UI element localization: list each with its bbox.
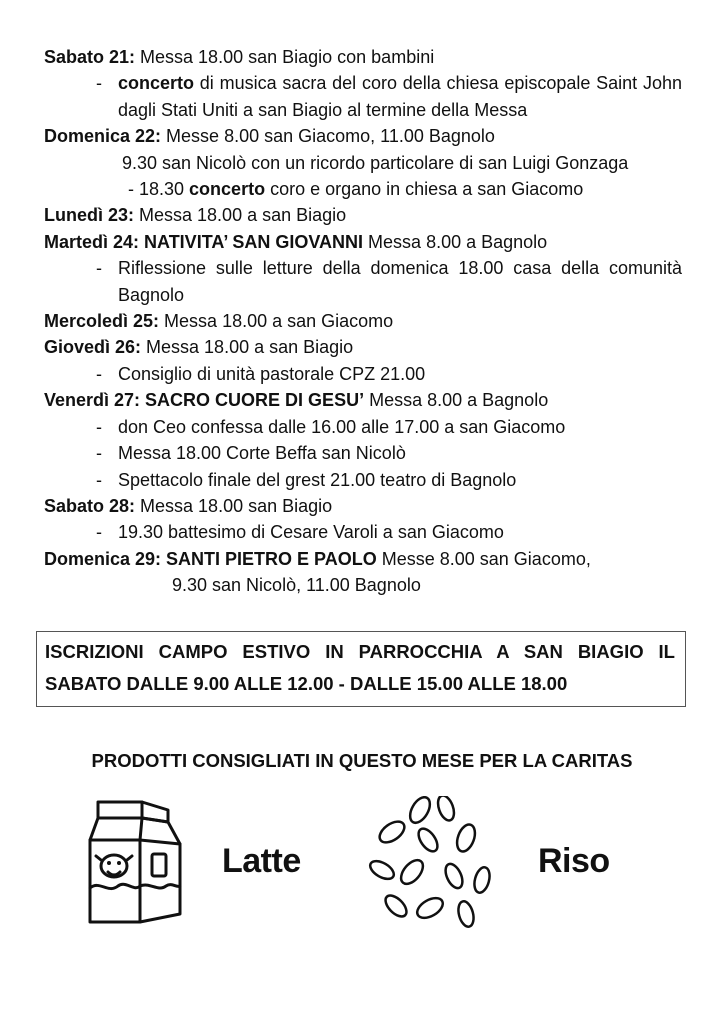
sub-text: Consiglio di unità pastorale CPZ 21.00 [118,363,426,384]
dash-marker: - [96,258,102,279]
schedule-day-line [44,546,682,572]
dash-marker: - [96,522,102,543]
day-text: Messa 8.00 a Bagnolo [364,390,549,411]
day-label: Sabato 21: [44,47,136,67]
dash-marker: - [96,73,102,94]
sub-text: 19.30 battesimo di Cesare Varoli a san Giacomo [118,522,504,543]
cont-text: coro e organo in chiesa a san Giacomo [265,179,584,200]
schedule-day-line [44,334,682,360]
dash-marker: - [96,443,102,464]
day-text: Messa 18.00 a san Giacomo [159,311,394,332]
day-text: Messa 18.00 a san Biagio [141,337,354,358]
summer-camp-notice: ISCRIZIONI CAMPO ESTIVO IN PARROCCHIA A SAN BIAGIO IL SABATO DALLE 9.00 ALLE 12.00 - DALLE 15.00 ALLE 18.00 [36,631,686,707]
sub-text: don Ceo confessa dalle 16.00 alle 17.00 a san Giacomo [118,416,566,437]
day-text: Messe 8.00 san Giacomo, 11.00 Bagnolo [161,126,495,147]
sub-bold-text: concerto [118,73,195,94]
schedule-day-line [44,387,682,413]
schedule-sub-item [44,70,682,123]
schedule-sub-item [44,519,682,545]
schedule-day-line [44,229,682,255]
caritas-products [66,786,632,946]
product-label-riso: Riso [538,842,610,880]
schedule-day-line [44,202,682,228]
schedule-day-line [44,123,682,149]
day-text: Messa 18.00 san Biagio con bambini [135,47,435,67]
schedule-continuation: 9.30 san Nicolò con un ricordo particolare di san Luigi Gonzaga [122,152,629,173]
product-label-latte: Latte [222,842,301,880]
schedule-sub-item [44,414,682,440]
sub-text: Riflessione sulle letture della domenica 18.00 casa della comunità Bagnolo [118,258,682,305]
milk-carton-icon [84,796,184,931]
sub-text: Messa 18.00 Corte Beffa san Nicolò [118,443,406,464]
sub-text: di musica sacra del coro della chiesa episcopale Saint John dagli Stati Uniti a san Biagio al termine della Messa [118,73,682,120]
schedule-sub-item [44,255,682,308]
cont-prefix: - 18.30 [128,179,190,200]
day-text: Messa 18.00 a san Biagio [134,205,347,226]
day-text: Messa 18.00 san Biagio [135,495,333,516]
day-label: Mercoledì 25: [44,311,160,332]
day-label: Sabato 28: [44,495,136,516]
day-label: Venerdì 27: SACRO CUORE DI GESU’ [44,390,365,411]
caritas-heading: PRODOTTI CONSIGLIATI IN QUESTO MESE PER LA CARITAS [91,750,633,771]
schedule-day-line [44,44,682,70]
dash-marker: - [96,363,102,384]
schedule-sub-item [44,467,682,493]
weekly-schedule [44,44,682,599]
day-label: Lunedì 23: [44,205,135,226]
day-label: Domenica 29: SANTI PIETRO E PAOLO [44,548,377,569]
dash-marker: - [96,469,102,490]
day-label: Giovedì 26: [44,337,142,358]
schedule-sub-item [44,361,682,387]
rice-grains-icon [366,796,496,936]
day-text: Messa 8.00 a Bagnolo [363,231,548,252]
cont-bold-text: concerto [189,179,266,200]
day-text: Messe 8.00 san Giacomo, [376,548,591,569]
schedule-continuation [44,176,682,202]
dash-marker: - [96,416,102,437]
schedule-sub-item [44,440,682,466]
schedule-day-line [44,308,682,334]
sub-text: Spettacolo finale del grest 21.00 teatro di Bagnolo [118,469,517,490]
day-label: Martedì 24: NATIVITA’ SAN GIOVANNI [44,231,364,252]
schedule-day-line [44,493,682,519]
day-label: Domenica 22: [44,126,162,147]
schedule-continuation: 9.30 san Nicolò, 11.00 Bagnolo [172,575,421,596]
